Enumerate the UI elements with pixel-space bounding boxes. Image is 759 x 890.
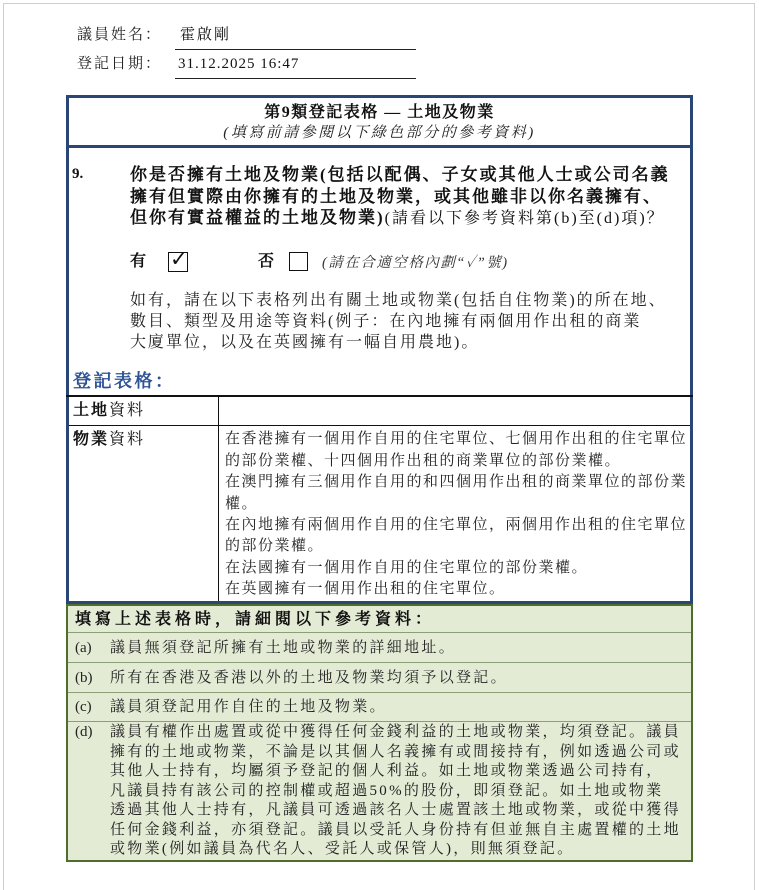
yes-checkbox xyxy=(168,247,188,272)
reference-line: 擁有的土地或物業，不論是以其個人名義擁有或間接持有，例如透過公司或 xyxy=(110,743,681,760)
property-label-rest: 資料 xyxy=(109,431,146,449)
land-label-rest: 資料 xyxy=(109,402,146,419)
reference-divider xyxy=(68,632,691,633)
title-divider xyxy=(66,145,693,148)
reference-divider xyxy=(68,721,691,722)
property-label-bold: 物業 xyxy=(73,431,110,449)
property-label xyxy=(73,429,145,451)
question-line xyxy=(130,186,670,208)
question-number: 9. xyxy=(72,166,84,182)
reference-divider xyxy=(68,692,691,693)
land-label-bold: 土地 xyxy=(73,402,110,419)
item-marker-b: (b) xyxy=(75,670,93,686)
property-detail-line: 在香港擁有一個用作自用的住宅單位、七個用作出租的住宅單位 xyxy=(225,431,688,448)
register-heading: 登記表格： xyxy=(73,371,176,391)
property-detail-line: 的部份業權。 xyxy=(225,538,325,555)
reference-heading: 填寫上述表格時，請細閱以下參考資料： xyxy=(75,611,436,628)
reference-line: 任何金錢利益，亦須登記。議員以受託人身份持有但並無自主處置權的土地 xyxy=(110,821,681,838)
date-underline xyxy=(175,78,416,79)
reference-line: 透過其他人士持有，凡議員可透過該名人士處置該土地或物業，或從中獲得 xyxy=(110,802,681,819)
name-underline xyxy=(175,49,416,50)
registrant-name-value: 霍啟剛 xyxy=(180,27,232,43)
no-checkbox xyxy=(289,252,308,271)
no-label: 否 xyxy=(258,253,275,270)
property-details xyxy=(225,429,687,600)
reference-line: 其他人士持有，均屬須予登記的個人利益。如土地或物業透過公司持有， xyxy=(110,763,664,780)
reference-item-a: 議員無須登記所擁有土地或物業的詳細地址。 xyxy=(110,640,457,656)
question-text-reference: (請看以下參考資料第(b)至(d)項)？ xyxy=(384,210,665,227)
reference-line: 議員有權作出處置或從中獲得任何金錢利益的土地或物業，均須登記。議員 xyxy=(110,724,681,741)
question-line xyxy=(130,207,670,230)
yes-label: 有 xyxy=(130,253,147,270)
checkbox-instruction: (請在合適空格內劃“✓”號) xyxy=(322,255,509,271)
property-detail-line: 權。 xyxy=(225,495,259,512)
reference-item-d xyxy=(110,723,681,860)
property-detail-line: 在英國擁有一個用作出租的住宅單位。 xyxy=(225,581,506,598)
question-text xyxy=(130,164,670,230)
property-detail-line: 的部份業權、十四個用作出租的商業單位的部份業權。 xyxy=(225,452,622,469)
reference-divider xyxy=(68,662,691,663)
question-text-bold: 但你有實益權益的土地及物業) xyxy=(130,208,385,227)
reference-item-b: 所有在香港及香港以外的土地及物業均須予以登記。 xyxy=(110,670,508,686)
checkmark-icon: ✓ xyxy=(170,247,188,271)
form-subtitle: (填寫前請參閱以下綠色部分的參考資料) xyxy=(223,125,536,141)
registrant-name-label: 議員姓名： xyxy=(77,27,163,43)
item-marker-d: (d) xyxy=(75,724,93,741)
reference-line: 或物業(例如議員為代名人、受託人或保管人)，則無須登記。 xyxy=(110,841,575,858)
table-column-divider xyxy=(218,396,219,601)
table-top-border xyxy=(66,395,693,397)
land-label xyxy=(73,400,145,422)
instruction-line: 數目、類型及用途等資料(例子：在內地擁有兩個用作出租的商業 xyxy=(130,312,642,330)
registration-date-label: 登記日期： xyxy=(77,56,163,72)
reference-line: 凡議員持有該公司的控制權或超過50%的股份，即須登記。如土地或物業 xyxy=(110,782,664,799)
question-text-bold: 擁有但實際由你擁有的土地及物業，或其他雖非以你名義擁有、 xyxy=(130,186,662,206)
property-detail-line: 在法國擁有一個用作自用的住宅單位的部份業權。 xyxy=(225,559,589,576)
question-line xyxy=(130,164,670,186)
instruction-line: 如有，請在以下表格列出有關土地或物業(包括自住物業)的所在地、 xyxy=(130,291,667,309)
table-row-divider xyxy=(69,425,690,426)
property-detail-line: 在澳門擁有三個用作自用的和四個用作出租的商業單位的部份業 xyxy=(225,474,688,491)
reference-item-c: 議員須登記用作自住的土地及物業。 xyxy=(110,699,387,715)
question-text-bold: 你是否擁有土地及物業(包括以配偶、子女或其他人士或公司名義 xyxy=(130,165,670,184)
instruction-line: 大廈單位，以及在英國擁有一幅自用農地)。 xyxy=(130,333,480,351)
form-title: 第9類登記表格 — 土地及物業 xyxy=(264,104,495,121)
table-instructions xyxy=(130,290,667,353)
item-marker-c: (c) xyxy=(75,699,92,715)
registration-date-value: 31.12.2025 16:47 xyxy=(178,56,300,72)
item-marker-a: (a) xyxy=(75,640,92,656)
property-detail-line: 在內地擁有兩個用作自用的住宅單位，兩個用作出租的住宅單位 xyxy=(225,516,688,533)
